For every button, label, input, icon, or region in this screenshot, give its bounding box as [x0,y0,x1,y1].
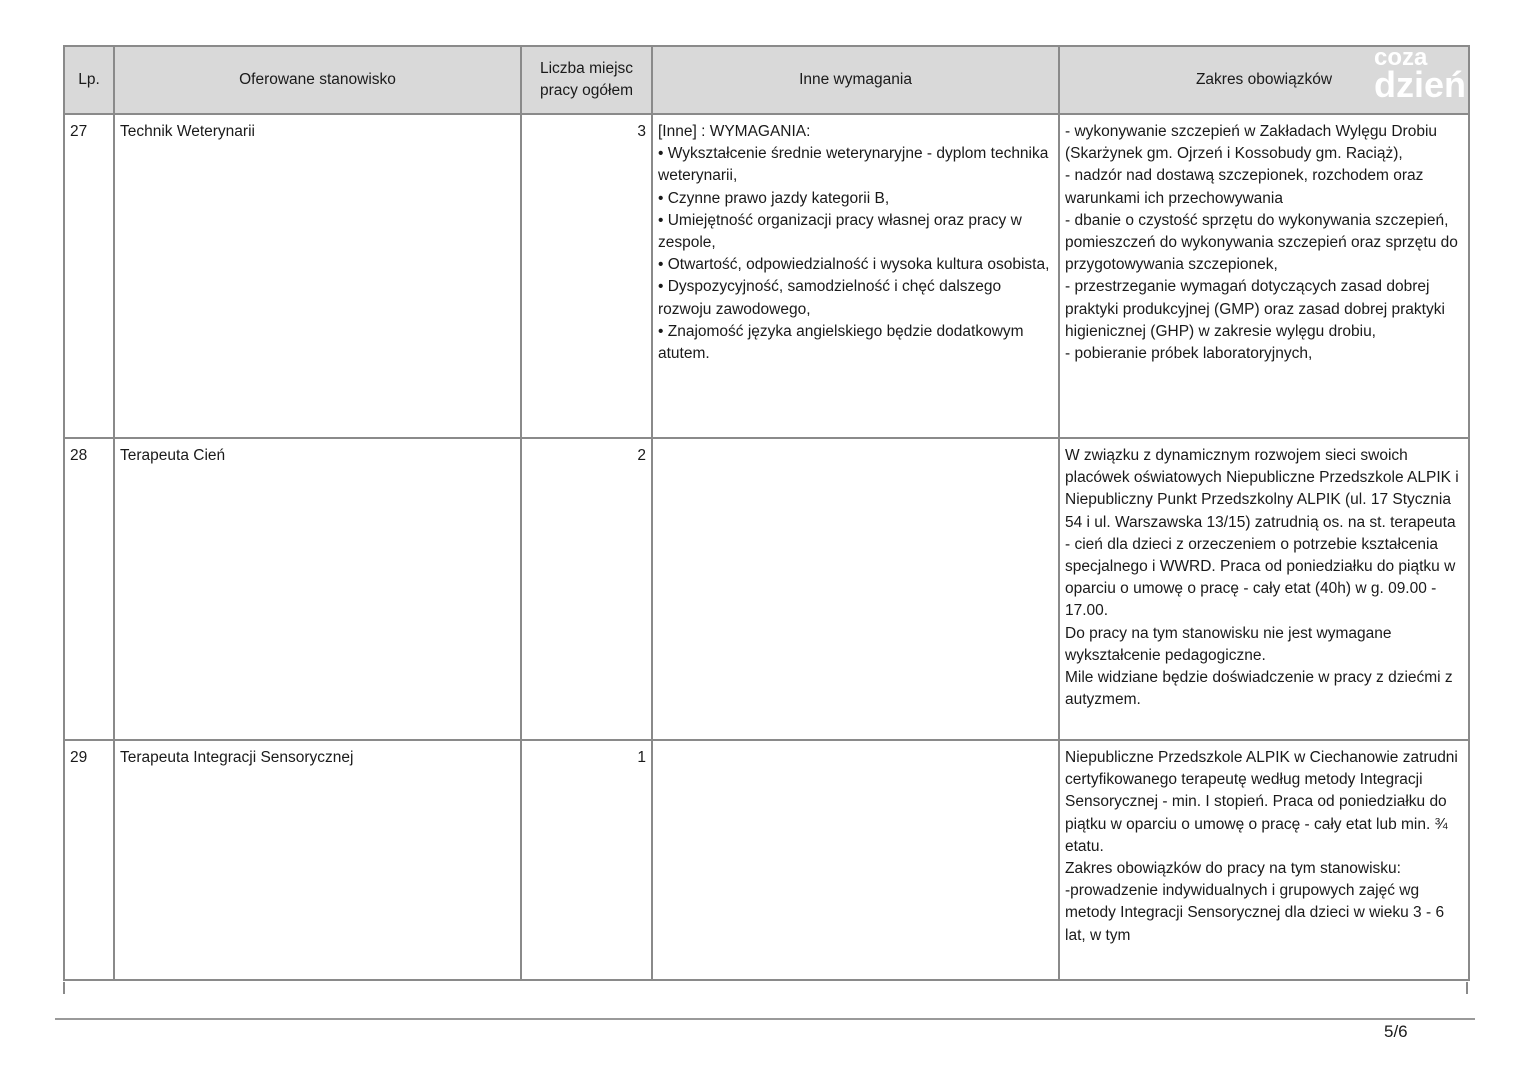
cell-lp: 29 [64,740,114,980]
table-row [64,740,1469,980]
cell-requirements [652,438,1059,740]
table-continuation-right [1466,982,1468,994]
cell-requirements [652,114,1059,438]
watermark-line2: dzień [1374,64,1467,105]
requirement-line: • Wykształcenie średnie weterynaryjne - dyplom technika weterynarii, [658,145,1049,185]
watermark-logo [1372,44,1468,106]
requirement-line: • Znajomość języka angielskiego będzie dodatkowym atutem. [658,322,1024,363]
table-continuation-left [63,982,65,994]
requirement-line: • Dyspozycyjność, samodzielność i chęć dalszego rozwoju zawodowego, [658,278,1002,318]
job-offers-table [63,45,1470,981]
watermark-line1: coza [1374,44,1428,71]
duty-line: Mile widziane będzie doświadczenie w pracy z dziećmi z autyzmem. [1065,669,1453,709]
duty-line: - wykonywanie szczepień w Zakładach Wylęgu Drobiu (Skarżynek gm. Ojrzeń i Kossobudy gm. Raciąż), [1065,123,1438,163]
cell-position: Technik Weterynarii [114,114,521,438]
cell-lp: 28 [64,438,114,740]
cell-position: Terapeuta Cień [114,438,521,740]
cell-duties [1059,114,1469,438]
header-places-label: Liczba miejsc pracy ogółem [539,60,634,99]
cell-duties [1059,438,1469,740]
table-header-row [64,46,1469,114]
cell-places: 1 [521,740,652,980]
duty-line: - dbanie o czystość sprzętu do wykonywania szczepień, pomieszczeń do wykonywania szczepień oraz sprzętu do przygotowywania szczepionek, [1065,211,1458,274]
table-row [64,438,1469,740]
cell-places: 2 [521,438,652,740]
duty-line: - nadzór nad dostawą szczepionek, rozchodem oraz warunkami ich przechowywania [1065,167,1424,207]
duty-line: Zakres obowiązków do pracy na tym stanowisku: [1065,860,1401,878]
requirement-line: • Umiejętność organizacji pracy własnej oraz pracy w zespole, [658,211,1022,252]
cell-position: Terapeuta Integracji Sensorycznej [114,740,521,980]
cell-requirements [652,740,1059,980]
header-duties: Zakres obowiązków [1059,46,1469,114]
header-places [521,46,652,114]
requirement-line: • Czynne prawo jazdy kategorii B, [658,189,890,207]
cell-duties [1059,740,1469,980]
header-position: Oferowane stanowisko [114,46,521,114]
table-row [64,114,1469,438]
duty-line: - przestrzeganie wymagań dotyczących zasad dobrej praktyki produkcyjnej (GMP) oraz zasad dobrej praktyki higienicznej (GHP) w zakresie wylęgu drobiu, [1065,278,1445,340]
requirement-line: [Inne] : WYMAGANIA: [658,123,811,140]
footer-divider [55,1018,1475,1020]
header-requirements: Inne wymagania [652,46,1059,114]
duty-line: - pobieranie próbek laboratoryjnych, [1065,345,1313,363]
header-lp: Lp. [64,46,114,114]
cell-places: 3 [521,114,652,438]
requirement-line: • Otwartość, odpowiedzialność i wysoka kultura osobista, [658,256,1050,274]
page-number: 5/6 [1384,1022,1408,1041]
duty-line: W związku z dynamicznym rozwojem sieci swoich placówek oświatowych Niepubliczne Przedszkole ALPIK i Niepubliczny Punkt Przedszkolny ALPIK (ul. 17 Stycznia 54 i ul. Warszawska 13/15) zatrudnią os. na st. terapeuta - cień dla dzieci z orzeczeniem o potrzebie kształcenia specjalnego i WWRD. Praca od poniedziałku do piątku w oparciu o umowę o pracę - cały etat (40h) w g. 09.00 - 17.00. [1065,447,1459,620]
duty-line: Do pracy na tym stanowisku nie jest wymagane wykształcenie pedagogiczne. [1065,624,1392,664]
duty-line: -prowadzenie indywidualnych i grupowych zajęć wg metody Integracji Sensorycznej dla dzieci w wieku 3 - 6 lat, w tym [1065,882,1445,944]
cell-lp: 27 [64,114,114,438]
duty-line: Niepubliczne Przedszkole ALPIK w Ciechanowie zatrudni certyfikowanego terapeutę według metody Integracji Sensorycznej - min. I stopień. Praca od poniedziałku do piątku w oparciu o umowę o pracę - cały etat lub min. ¾ etatu. [1065,749,1458,855]
